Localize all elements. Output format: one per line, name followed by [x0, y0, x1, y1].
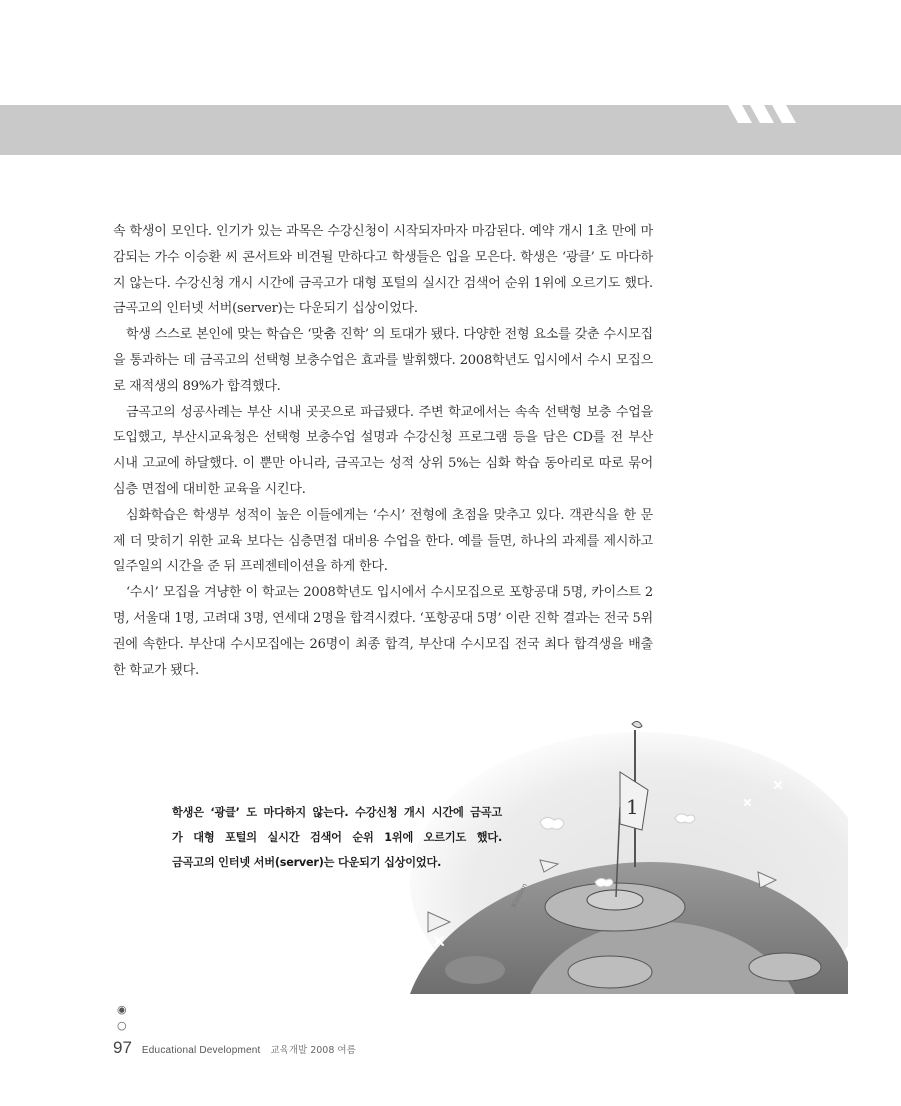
pull-quote-line: 학생은 ‘광클’ 도 마다하지 않는다. 수강신청 개시 시간에 금곡고 [172, 806, 502, 819]
empty-circle-icon: ○ [117, 1019, 127, 1032]
pull-quote-line: 가 대형 포털의 실시간 검색어 순위 1위에 오르기도 했다. [172, 831, 502, 844]
page-number: 97 [113, 1038, 132, 1057]
flag-number: 1 [626, 795, 639, 819]
illustrator-signature: Kimoon [509, 881, 530, 909]
page-marker [117, 1002, 127, 1034]
pull-quote [172, 800, 502, 875]
page-footer [113, 1038, 356, 1058]
footer-title: Educational Development [141, 1045, 261, 1056]
article-paragraph: 속 학생이 모인다. 인기가 있는 과목은 수강신청이 시작되자마자 마감된다. 예약 개시 1초 만에 마감되는 가수 이승환 씨 콘서트와 비견될 만하다고 학생들은 입을 모은다. 학생은 ‘광클’ 도 마다하지 않는다. 수강신청 개시 시간에 금곡고가 대형 포털의 실시간 검색어 순위 1위에 오르기도 했다. 금곡고의 인터넷 서버(server)는 다운되기 십상이었다. [113, 224, 653, 317]
filled-circle-icon: ◉ [117, 1003, 127, 1016]
pull-quote-line: 금곡고의 인터넷 서버(server)는 다운되기 십상이었다. [172, 856, 442, 869]
article-paragraph: 학생 스스로 본인에 맞는 학습은 ‘맞춤 진학’ 의 토대가 됐다. 다양한 전형 요소를 갖춘 수시모집을 통과하는 데 금곡고의 선택형 보충수업은 효과를 발휘했다. 2008학년도 입시에서 수시 모집으로 재적생의 89%가 합격했다. [113, 327, 653, 394]
article-paragraph: 금곡고의 성공사례는 부산 시내 곳곳으로 파급됐다. 주변 학교에서는 속속 선택형 보충 수업을 도입했고, 부산시교육청은 선택형 보충수업 설명과 수강신청 프로그램 등을 담은 CD를 전 부산 시내 고교에 하달했다. 이 뿐만 아니라, 금곡고는 성적 상위 5%는 심화 학습 동아리로 따로 묶어 심층 면접에 대비한 교육을 시킨다. [113, 404, 653, 497]
header-slash-decoration [728, 105, 808, 125]
article-body [113, 219, 653, 683]
article-paragraph: ‘수시’ 모집을 겨냥한 이 학교는 2008학년도 입시에서 수시모집으로 포항공대 5명, 카이스트 2명, 서울대 1명, 고려대 3명, 연세대 2명을 합격시켰다. ‘포항공대 5명’ 이란 진학 결과는 전국 5위권에 속한다. 부산대 수시모집에는 26명이 최종 합격, 부산대 수시모집 전국 최다 합격생을 배출한 학교가 됐다. [113, 585, 653, 678]
article-paragraph: 심화학습은 학생부 성적이 높은 이들에게는 ‘수시’ 전형에 초점을 맞추고 있다. 객관식을 한 문제 더 맞히기 위한 교육 보다는 심층면접 대비용 수업을 한다. 예를 들면, 하나의 과제를 제시하고 일주일의 시간을 준 뒤 프레젠테이션을 하게 한다. [113, 507, 653, 575]
footer-subtitle: 교육개발 2008 여름 [270, 1045, 356, 1056]
